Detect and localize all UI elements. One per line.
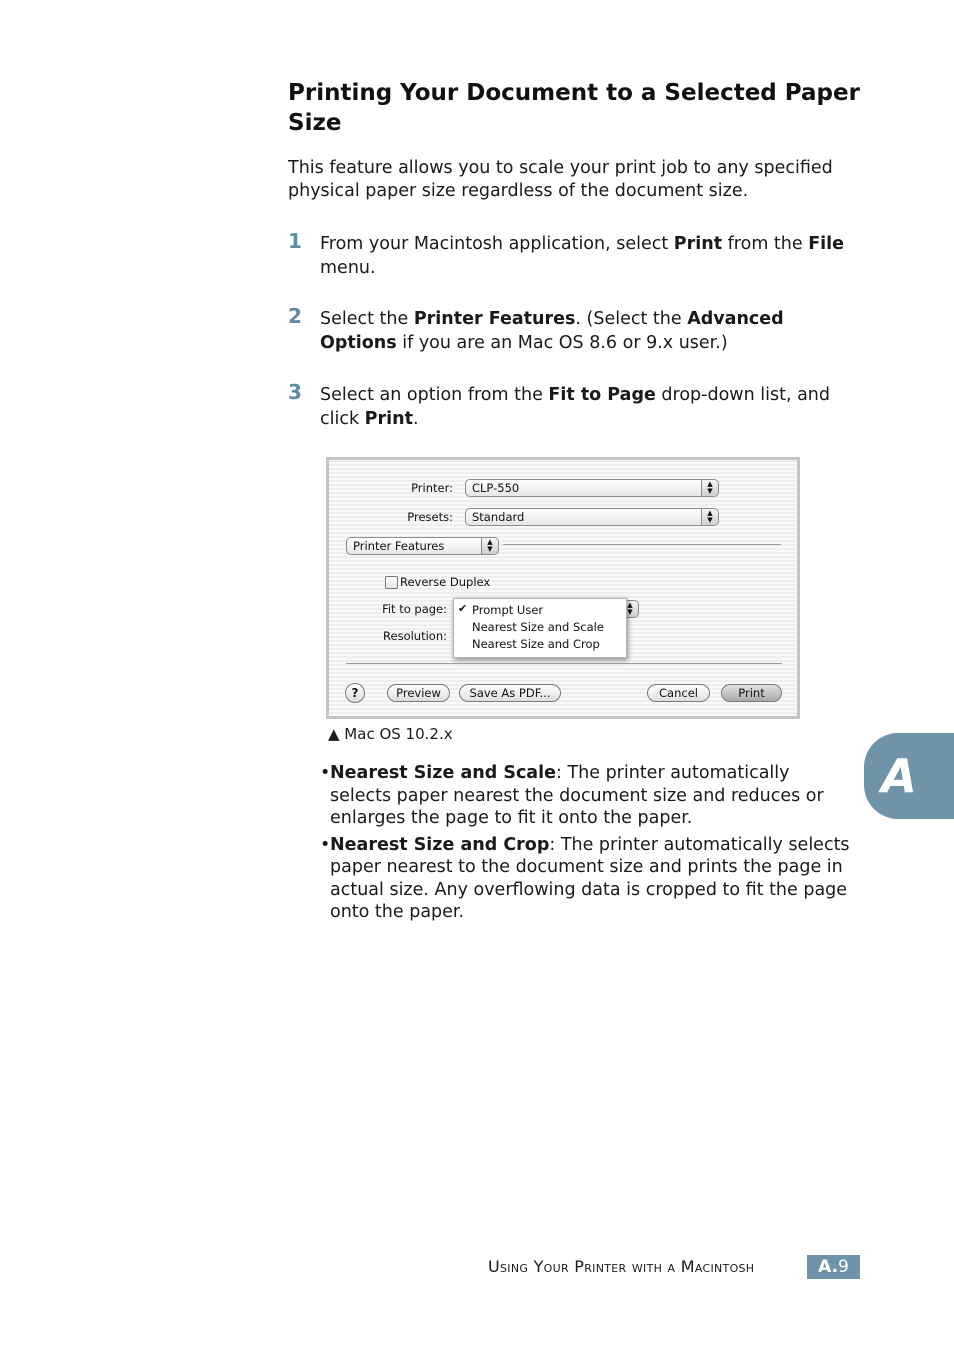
page-number-badge: A.9 [807, 1255, 860, 1279]
popup-arrows-icon: ▲ ▼ [621, 601, 638, 617]
page-title: Printing Your Document to a Selected Paper Size [288, 80, 860, 136]
presets-label: Presets: [407, 510, 453, 524]
list-item: • Nearest Size and Scale: The printer automatically selects paper nearest the document size and reduces or enlarges the page to fit it onto the paper. [320, 763, 824, 828]
divider [503, 544, 781, 545]
screenshot-caption: ▲ Mac OS 10.2.x [328, 725, 453, 743]
menu-item-nearest-scale[interactable]: Nearest Size and Scale [472, 620, 604, 634]
menu-item-nearest-crop[interactable]: Nearest Size and Crop [472, 637, 600, 651]
list-item: • Nearest Size and Crop: The printer automatically selects paper nearest to the document size and prints the page in actual size. Any overflowing data is cropped to fit the page onto the paper. [320, 834, 850, 922]
step-number: 2 [288, 304, 302, 328]
step-1 [288, 229, 858, 280]
print-dialog-screenshot [326, 457, 800, 719]
help-button[interactable]: ? [345, 683, 365, 703]
checkmark-icon: ✔ [458, 602, 468, 615]
panel-value: Printer Features [353, 539, 445, 553]
step-text: From your Macintosh application, select Print from the File menu. [320, 234, 845, 278]
presets-popup[interactable] [465, 508, 719, 526]
popup-arrows-icon: ▲ ▼ [481, 538, 498, 554]
step-3 [288, 380, 858, 431]
popup-arrows-icon: ▲ ▼ [701, 509, 718, 525]
printer-label: Printer: [411, 481, 453, 495]
step-text: Select an option from the Fit to Page drop-down list, and click Print. [320, 385, 831, 429]
cancel-button[interactable]: Cancel [647, 684, 710, 702]
menu-item-prompt-user[interactable]: Prompt User [472, 603, 544, 617]
intro-paragraph: This feature allows you to scale your print job to any specified physical paper size regardless of the document size. [288, 158, 833, 201]
preview-button[interactable]: Preview [387, 684, 450, 702]
step-number: 1 [288, 229, 302, 253]
bullet-list [320, 762, 850, 928]
presets-value: Standard [472, 510, 525, 524]
step-text: Select the Printer Features. (Select the Advanced Options if you are an Mac OS 8.6 or 9.x user.) [320, 309, 784, 353]
reverse-duplex-label: Reverse Duplex [400, 575, 491, 589]
printer-popup[interactable] [465, 479, 719, 497]
fit-to-page-label: Fit to page: [382, 602, 447, 616]
bullet-dot: • [320, 834, 331, 855]
popup-arrows-icon: ▲ ▼ [701, 480, 718, 496]
printer-value: CLP-550 [472, 481, 520, 495]
print-button[interactable]: Print [721, 684, 782, 702]
resolution-label: Resolution: [383, 629, 447, 643]
panel-popup[interactable] [346, 537, 499, 555]
divider [346, 663, 782, 664]
bullet-dot: • [320, 763, 331, 783]
fit-to-page-menu [453, 598, 627, 658]
step-2 [288, 304, 858, 355]
step-number: 3 [288, 380, 302, 404]
footer-chapter-title: Using Your Printer with a Macintosh [488, 1257, 755, 1276]
save-as-pdf-button[interactable]: Save As PDF... [459, 684, 561, 702]
appendix-tab: A [864, 733, 954, 819]
reverse-duplex-checkbox[interactable] [385, 576, 398, 589]
